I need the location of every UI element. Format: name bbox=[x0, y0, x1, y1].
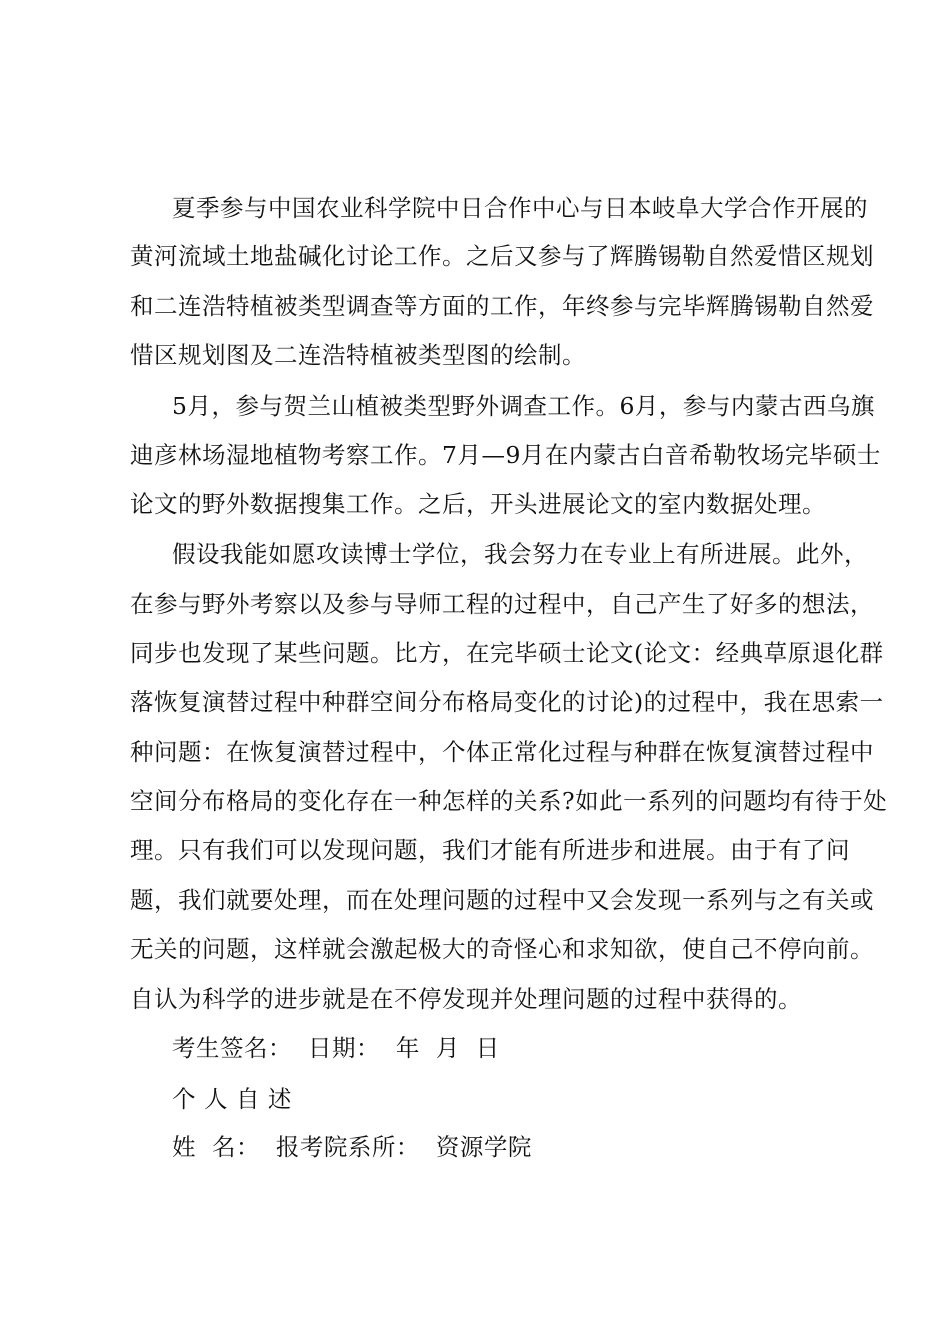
signature-line: 考生签名： 日期： 年 月 日 bbox=[172, 1034, 500, 1062]
paragraph-3-line-7: 理。只有我们可以发现问题，我们才能有所进步和进展。由于有了问 bbox=[130, 836, 850, 864]
paragraph-3-line-6: 空间分布格局的变化存在一种怎样的关系?如此一系列的问题均有待于处 bbox=[130, 787, 888, 815]
paragraph-3-line-8: 题，我们就要处理，而在处理问题的过程中又会发现一系列与之有关或 bbox=[130, 886, 874, 914]
paragraph-3-line-4: 落恢复演替过程中种群空间分布格局变化的讨论)的过程中，我在思索一 bbox=[130, 688, 884, 716]
section-heading: 个 人 自 述 bbox=[172, 1085, 292, 1113]
paragraph-2-line-3: 论文的野外数据搜集工作。之后，开头进展论文的室内数据处理。 bbox=[130, 490, 826, 518]
paragraph-2-line-2: 迪彦林场湿地植物考察工作。7月—9月在内蒙古白音希勒牧场完毕硕士 bbox=[130, 441, 881, 469]
paragraph-3-line-3: 同步也发现了某些问题。比方，在完毕硕士论文(论文：经典草原退化群 bbox=[130, 639, 884, 667]
paragraph-3-line-9: 无关的问题，这样就会激起极大的奇怪心和求知欲，使自己不停向前。 bbox=[130, 935, 874, 963]
applicant-info-line: 姓 名： 报考院系所： 资源学院 bbox=[172, 1133, 532, 1161]
paragraph-3-line-10: 自认为科学的进步就是在不停发现并处理问题的过程中获得的。 bbox=[130, 985, 802, 1013]
paragraph-1-line-4: 惜区规划图及二连浩特植被类型图的绘制。 bbox=[130, 341, 586, 369]
paragraph-1-line-2: 黄河流域土地盐碱化讨论工作。之后又参与了辉腾锡勒自然爱惜区规划 bbox=[130, 242, 874, 270]
paragraph-1-line-1: 夏季参与中国农业科学院中日合作中心与日本岐阜大学合作开展的 bbox=[172, 194, 868, 222]
paragraph-3-line-5: 种问题：在恢复演替过程中，个体正常化过程与种群在恢复演替过程中 bbox=[130, 738, 874, 766]
paragraph-2-line-1: 5月，参与贺兰山植被类型野外调查工作。6月，参与内蒙古西乌旗 bbox=[172, 392, 875, 420]
paragraph-1-line-3: 和二连浩特植被类型调查等方面的工作，年终参与完毕辉腾锡勒自然爱 bbox=[130, 292, 874, 320]
paragraph-3-line-2: 在参与野外考察以及参与导师工程的过程中，自己产生了好多的想法， bbox=[130, 590, 874, 618]
paragraph-3-line-1: 假设我能如愿攻读博士学位，我会努力在专业上有所进展。此外， bbox=[172, 540, 868, 568]
